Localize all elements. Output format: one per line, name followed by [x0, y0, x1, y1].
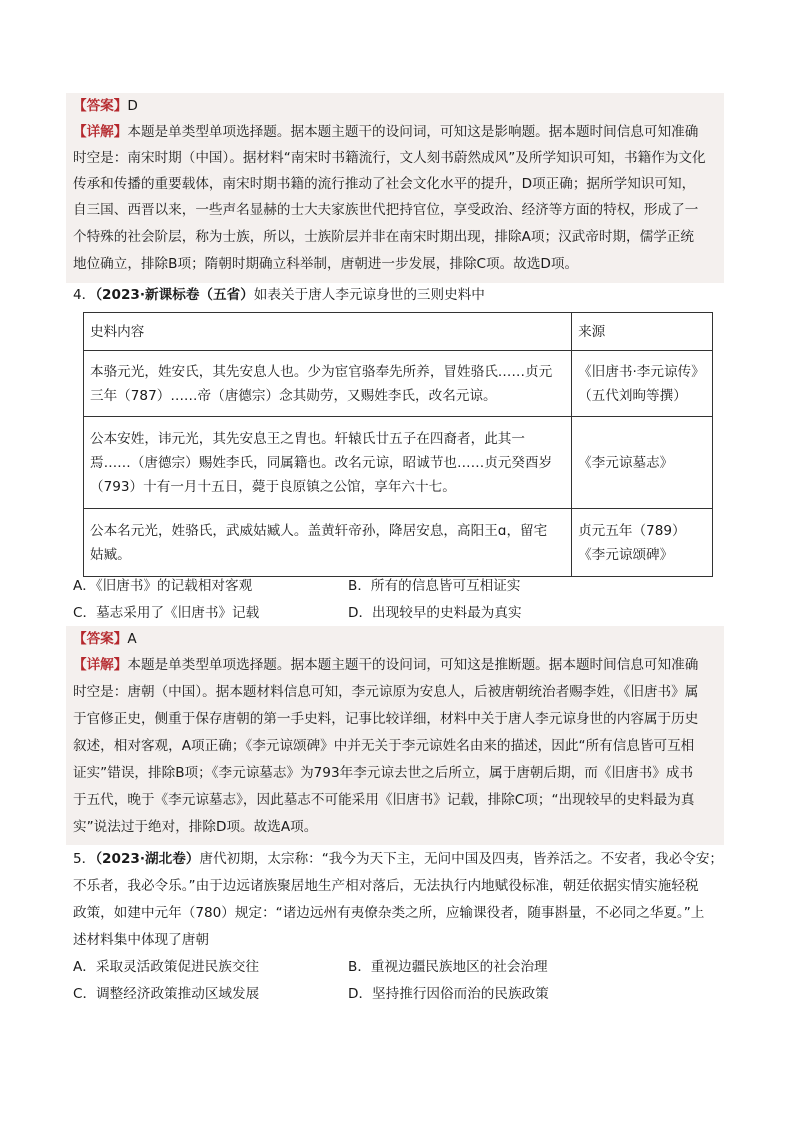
q5-stem-line-2: 不乐者，我必令乐。”由于边远诸族聚居地生产相对落后，无法执行内地赋役标准，朝廷依据实情实施轻税	[73, 878, 699, 894]
q3-detail-line-6: 地位确立，排除B项；隋朝时期确立科举制，唐朝进一步发展，排除C项。故选D项。	[73, 256, 579, 272]
q4-option-b[interactable]: B．所有的信息皆可互相证实	[348, 578, 521, 594]
q5-option-a[interactable]: A．采取灵活政策促进民族交往	[73, 959, 260, 975]
q3-answer-line	[73, 96, 723, 116]
q5-option-b[interactable]: B．重视边疆民族地区的社会治理	[348, 959, 548, 975]
table-row	[84, 509, 713, 577]
q3-answer-value: D	[127, 98, 138, 114]
q4-detail-line-7: 实”说法过于绝对，排除D项。故选A项。	[73, 819, 318, 835]
row3-content: 公本名元光，姓骆氏，武威姑臧人。盖黄轩帝孙，降居安息，高阳王ɑ，留宅 姑臧。	[84, 509, 572, 577]
q4-detail-line-4: 叙述，相对客观，A项正确；《李元谅颂碑》中并无关于李元谅姓名由来的描述，因此“所有信息皆可互相	[73, 738, 695, 754]
row2-source: 《李元谅墓志》	[572, 417, 713, 509]
q4-answer-line	[73, 629, 723, 649]
header-source: 来源	[572, 313, 713, 351]
q4-answer-label: 【答案】	[73, 631, 128, 647]
q5-option-c[interactable]: C．调整经济政策推动区域发展	[73, 986, 260, 1002]
q4-answer-value: A	[127, 631, 137, 647]
q3-detail-line-1: 【详解】本题是单类型单项选择题。据本题主题干的设问词，可知这是影响题。据本题时间信息可知准确	[73, 124, 699, 140]
row1-content: 本骆元光，姓安氏，其先安息人也。少为宦官骆奉先所养，冒姓骆氏……贞元 三年（787）……帝（唐德宗）念其勋劳，又赐姓李氏，改名元谅。	[84, 351, 572, 417]
q4-detail-line-1: 【详解】本题是单类型单项选择题。据本题主题干的设问词，可知这是推断题。据本题时间信息可知准确	[73, 657, 699, 673]
q4-option-c[interactable]: C．墓志采用了《旧唐书》记载	[73, 605, 260, 621]
q5-option-d[interactable]: D．坚持推行因俗而治的民族政策	[348, 986, 549, 1002]
q4-detail-line-2: 时空是：唐朝（中国）。据本题材料信息可知，李元谅原为安息人，后被唐朝统治者赐李姓，《旧唐书》属	[73, 684, 699, 700]
q4-stem-text: 如表关于唐人李元谅身世的三则史料中	[253, 287, 485, 303]
q4-detail-line-3: 于官修正史，侧重于保存唐朝的第一手史料，记事比较详细，材料中关于唐人李元谅身世的内容属于历史	[73, 711, 699, 727]
q5-stem-line-3: 政策，如建中元年（780）规定：“诸边远州有夷僚杂类之所，应输课役者，随事斟量，不必同之华夏。”上	[73, 905, 705, 921]
row2-content: 公本安姓，讳元光，其先安息王之胄也。轩辕氏廿五子在四裔者，此其一 焉……（唐德宗）赐姓李氏，同属籍也。改名元谅，昭诚节也……贞元癸酉岁 （793）十有一月十五日，薨于良原镇之公馆，享年六十七。	[84, 417, 572, 509]
q5-number: 5．	[73, 851, 96, 867]
q5-stem-line-1: 5．（2023·湖北卷）唐代初期，太宗称：“我今为天下主，无问中国及四夷，皆养活之。不安者，我必令安；	[73, 851, 724, 867]
q4-option-d[interactable]: D．出现较早的史料最为真实	[348, 605, 522, 621]
q4-detail-line-5: 证实”错误，排除B项；《李元谅墓志》为793年李元谅去世之后所立，属于唐朝后期，而《旧唐书》成书	[73, 765, 694, 781]
table-row	[84, 351, 713, 417]
q4-detail-label: 【详解】	[73, 657, 128, 673]
q4-detail-line-6: 于五代，晚于《李元谅墓志》，因此墓志不可能采用《旧唐书》记载，排除C项；“出现较早的史料最为真	[73, 792, 695, 808]
header-content: 史料内容	[84, 313, 572, 351]
q3-detail-line-2: 时空是：南宋时期（中国）。据材料“南宋时书籍流行，文人刻书蔚然成风”及所学知识可知，书籍作为文化	[73, 150, 706, 166]
q4-option-a[interactable]: A．《旧唐书》的记载相对客观	[73, 578, 253, 594]
q4-source-table	[83, 312, 713, 577]
q3-detail-line-4: 自三国、西晋以来，一些声名显赫的士大夫家族世代把持官位，享受政治、经济等方面的特权，形成了一	[73, 202, 699, 218]
q5-stem-line-4: 述材料集中体现了唐朝	[73, 932, 209, 948]
table-header-row	[84, 313, 713, 351]
q3-detail-line-5: 个特殊的社会阶层，称为士族，所以，士族阶层并非在南宋时期出现，排除A项；汉武帝时期，儒学正统	[73, 229, 695, 245]
q4-stem	[73, 285, 723, 305]
q3-answer-label: 【答案】	[73, 98, 128, 114]
row1-source: 《旧唐书·李元谅传》 （五代刘昫等撰）	[572, 351, 713, 417]
row3-source: 贞元五年（789） 《李元谅颂碑》	[572, 509, 713, 577]
q5-source: （2023·湖北卷）	[95, 851, 200, 867]
q3-detail-line-3: 传承和传播的重要载体，南宋时期书籍的流行推动了社会文化水平的提升，D项正确；据所学知识可知，	[73, 176, 696, 192]
q3-detail-label: 【详解】	[73, 124, 128, 140]
q4-source: （2023·新课标卷（五省）	[95, 287, 254, 303]
table-row	[84, 417, 713, 509]
q4-number: 4．	[73, 287, 96, 303]
